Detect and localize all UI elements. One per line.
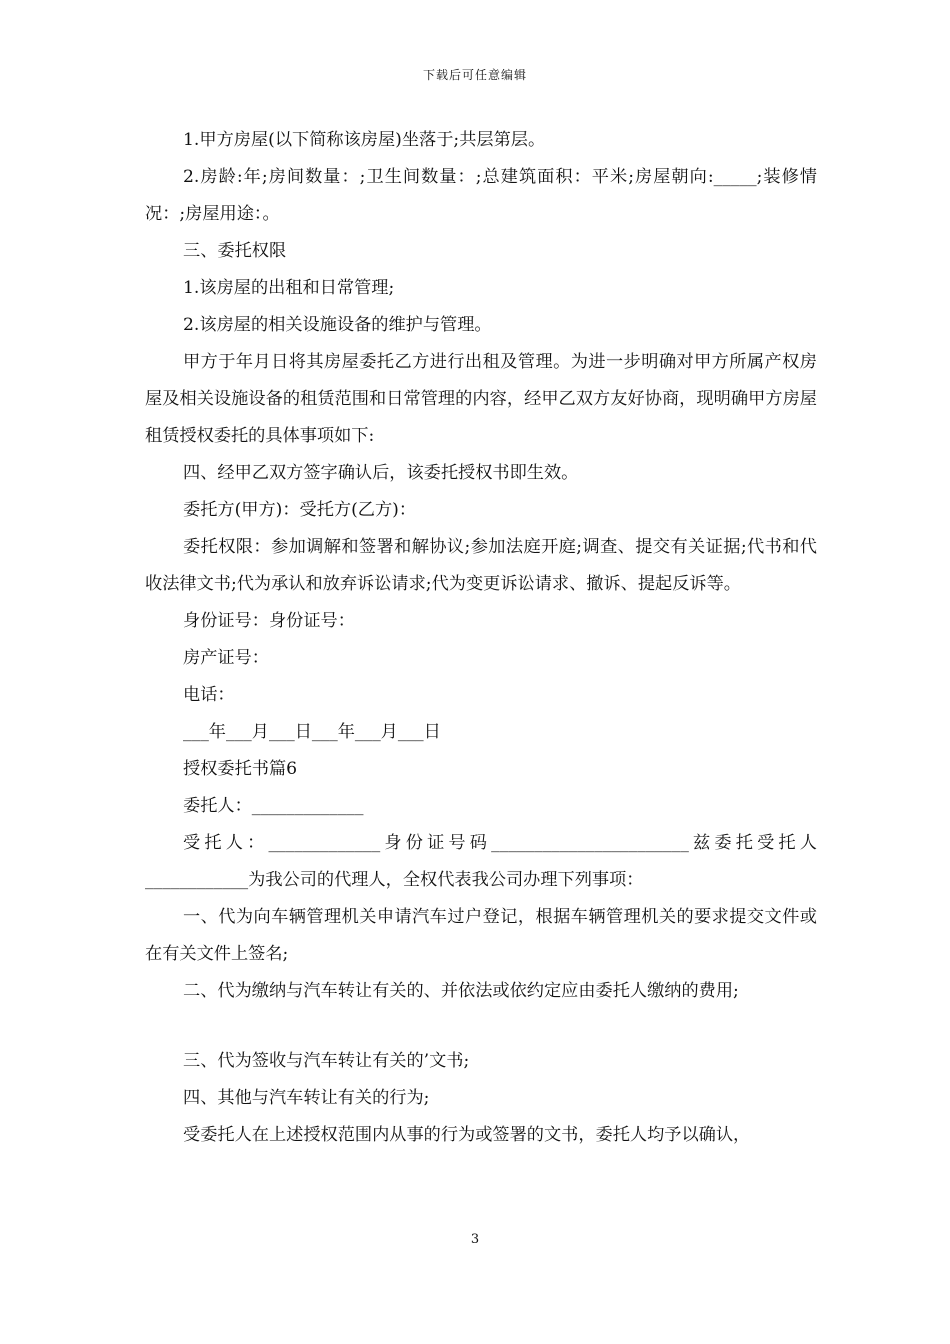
paragraph-confirmation: 受委托人在上述授权范围内从事的行为或签署的文书，委托人均予以确认， — [183, 1125, 751, 1145]
paragraph-principal: 委托人：_____________ — [183, 796, 364, 816]
blank-line — [145, 1010, 817, 1043]
page-header: 下载后可任意编辑 — [422, 68, 527, 82]
paragraph-phone: 电话： — [183, 685, 235, 705]
paragraph-item-3: 三、代为签收与汽车转让有关的’文书; — [183, 1051, 470, 1071]
paragraph-id-numbers: 身份证号：身份证号： — [183, 611, 355, 631]
paragraph-property-details: 2.房龄:年;房间数量：;卫生间数量：;总建筑面积：平米;房屋朝向:_____;装修情况：;房屋用途：。 — [145, 167, 817, 224]
section-title: 授权委托书篇6 — [183, 759, 298, 779]
paragraph-effective: 四、经甲乙双方签字确认后，该委托授权书即生效。 — [183, 463, 579, 483]
paragraph-item-2: 二、代为缴纳与汽车转让有关的、并依法或依约定应由委托人缴纳的费用; — [183, 981, 739, 1001]
paragraph-authority-1: 1.该房屋的出租和日常管理; — [183, 278, 395, 298]
paragraph-dates: ___年___月___日___年___月___日 — [183, 722, 441, 742]
paragraph-item-1: 一、代为向车辆管理机关申请汽车过户登记，根据车辆管理机关的要求提交文件或在有关文件上签名; — [145, 907, 817, 964]
paragraph-property-cert: 房产证号： — [183, 648, 269, 668]
paragraph-item-4: 四、其他与汽车转让有关的行为; — [183, 1088, 430, 1108]
paragraph-entrustment: 甲方于年月日将其房屋委托乙方进行出租及管理。为进一步明确对甲方所属产权房屋及相关设施设备的租赁范围和日常管理的内容，经甲乙双方友好协商，现明确甲方房屋租赁授权委托的具体事项如下: — [145, 352, 817, 446]
page-number: 3 — [470, 1232, 480, 1247]
heading-authority: 三、委托权限 — [183, 241, 287, 261]
paragraph-authority-2: 2.该房屋的相关设施设备的维护与管理。 — [183, 315, 492, 335]
paragraph-agent: 受托人：_____________身份证号码_______________________兹委托受托人____________为我公司的代理人，全权代表我公司办理下列事项： — [145, 833, 817, 890]
paragraph-scope: 委托权限：参加调解和签署和解协议;参加法庭开庭;调查、提交有关证据;代书和代收法律文书;代为承认和放弃诉讼请求;代为变更诉讼请求、撤诉、提起反诉等。 — [145, 537, 817, 594]
paragraph-parties: 委托方(甲方)：受托方(乙方)： — [183, 500, 417, 520]
paragraph-property-location: 1.甲方房屋(以下简称该房屋)坐落于;共层第层。 — [183, 130, 546, 150]
document-body — [145, 122, 817, 1154]
